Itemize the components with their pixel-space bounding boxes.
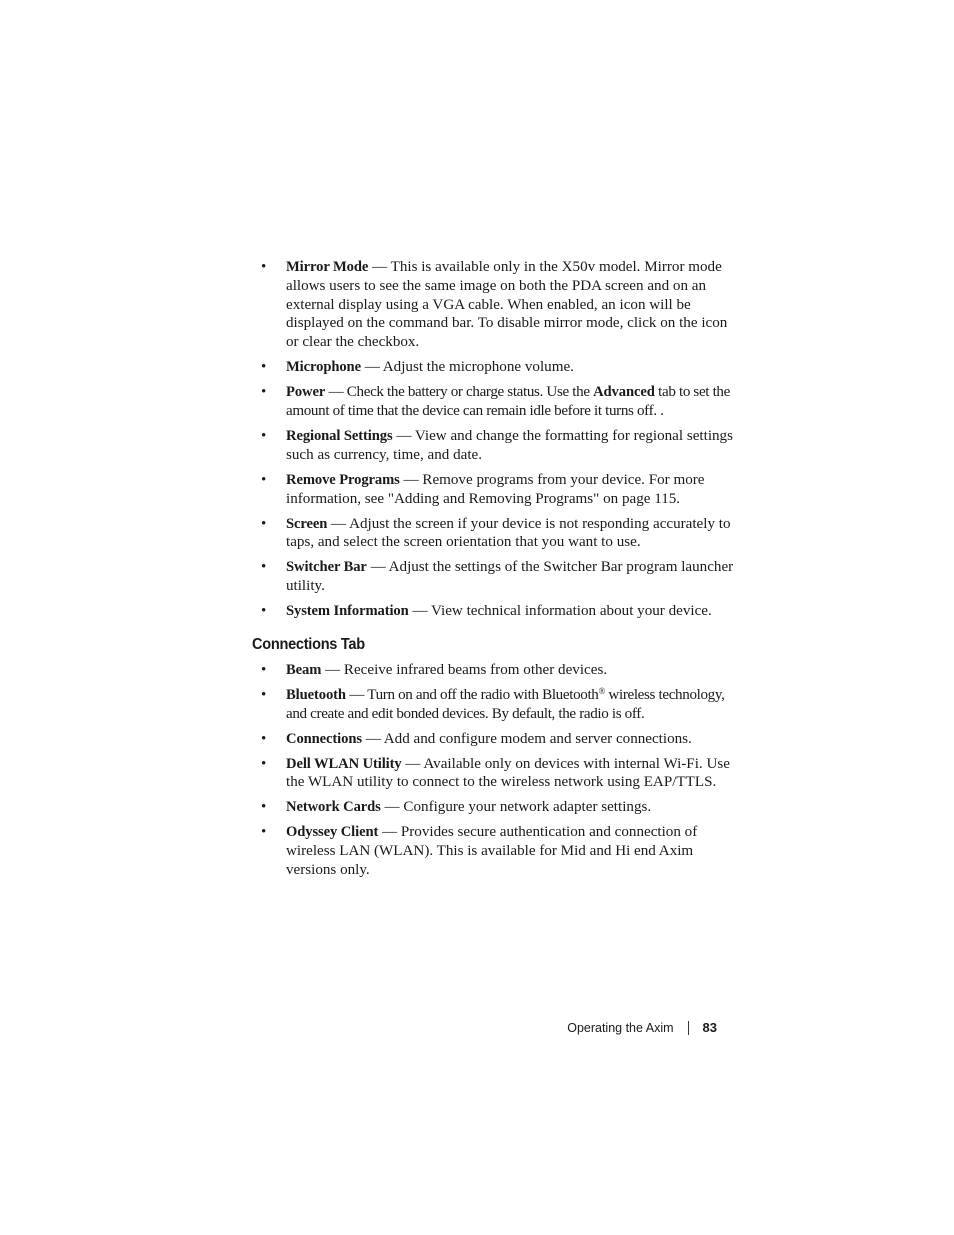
- list-item-connections: [252, 730, 742, 749]
- section-heading-connections: Connections Tab: [252, 635, 365, 653]
- registered-mark: ®: [598, 685, 605, 696]
- bullet: •: [261, 515, 267, 532]
- item-description: — View and change the formatting for regional settings such as currency, time, and date.: [286, 427, 733, 463]
- page-number: 83: [702, 1020, 717, 1035]
- bullet: •: [261, 384, 266, 401]
- page-content: [252, 258, 742, 886]
- list-item-screen: [252, 515, 742, 553]
- bullet: •: [261, 799, 267, 816]
- item-term: Regional Settings: [286, 427, 393, 444]
- item-term: Mirror Mode: [286, 259, 369, 275]
- item-term: Odyssey Client: [286, 824, 379, 841]
- bullet: •: [261, 686, 266, 703]
- item-description: — Receive infrared beams from other devices.: [321, 661, 608, 678]
- list-item-odyssey-client: [252, 823, 742, 879]
- item-description: — Check the battery or charge status. Use the: [325, 384, 594, 401]
- list-item-switcher-bar: [252, 558, 742, 596]
- list-item-regional-settings: [252, 427, 742, 465]
- item-description: — Adjust the settings of the Switcher Bar program launcher utility.: [286, 559, 734, 595]
- item-description: tab to set the amount of time that the device can remain idle before it turns off. .: [286, 384, 730, 419]
- list-item-dell-wlan-utility: [252, 755, 742, 793]
- item-description: — Add and configure modem and server connections.: [361, 730, 692, 747]
- item-term: Connections: [286, 730, 362, 747]
- item-description: — Remove programs from your device. For more information, see "Adding and Removing Programs" on page 115.: [286, 471, 705, 507]
- item-term: Remove Programs: [286, 471, 400, 488]
- item-term: Bluetooth: [286, 686, 346, 703]
- footer-chapter-title: Operating the Axim: [567, 1020, 674, 1035]
- item-description: — Adjust the screen if your device is not responding accurately to taps, and select the screen orientation that you want to use.: [286, 515, 731, 551]
- item-description: — Turn on and off the radio with Bluetooth: [345, 686, 599, 703]
- item-description: — Provides secure authentication and connection of wireless LAN (WLAN). This is available for Mid and Hi end Axim versions only.: [286, 824, 698, 878]
- item-description: — Adjust the microphone volume.: [360, 359, 574, 376]
- item-term: Dell WLAN Utility: [286, 755, 402, 772]
- connections-tab-list: [252, 661, 742, 880]
- item-description: — Available only on devices with internal Wi-Fi. Use the WLAN utility to connect to the wireless network using EAP/TTLS.: [286, 755, 730, 791]
- bullet: •: [261, 603, 267, 620]
- item-description: — Configure your network adapter settings.: [380, 799, 652, 816]
- list-item-beam: [252, 661, 742, 680]
- bullet: •: [261, 359, 267, 376]
- bullet: •: [261, 661, 267, 678]
- item-description: — This is available only in the X50v model. Mirror mode allows users to see the same image on both the PDA screen and on an external display using a VGA cable. When enabled, an icon will be displayed on the command bar. To disable mirror mode, click on the icon or clear the checkbox.: [286, 259, 728, 351]
- item-term: Beam: [286, 661, 322, 678]
- bullet: •: [261, 824, 267, 841]
- list-item-system-information: [252, 602, 742, 621]
- bullet: •: [261, 730, 267, 747]
- list-item-remove-programs: [252, 471, 742, 509]
- bullet: •: [261, 471, 267, 488]
- list-item-network-cards: [252, 798, 742, 817]
- footer-divider: [688, 1021, 689, 1035]
- bullet: •: [261, 427, 267, 444]
- bullet: •: [261, 259, 267, 275]
- bullet: •: [261, 559, 267, 576]
- page-footer: [567, 1020, 717, 1035]
- bullet: •: [261, 755, 267, 772]
- list-item-power: [252, 383, 742, 421]
- item-term: Switcher Bar: [286, 559, 367, 576]
- list-item-bluetooth: [252, 686, 742, 724]
- system-tab-list: [252, 258, 742, 621]
- item-term-advanced: Advanced: [593, 384, 655, 401]
- item-description: wireless technology, and create and edit bonded devices. By default, the radio is off.: [286, 686, 725, 722]
- list-item-microphone: [252, 358, 742, 377]
- item-term: Microphone: [286, 359, 361, 376]
- item-description: — View technical information about your device.: [408, 603, 712, 620]
- item-term: Screen: [286, 515, 328, 532]
- list-item-mirror-mode: [252, 258, 742, 352]
- item-term: Network Cards: [286, 799, 381, 816]
- item-term: System Information: [286, 603, 409, 620]
- item-term: Power: [286, 384, 326, 401]
